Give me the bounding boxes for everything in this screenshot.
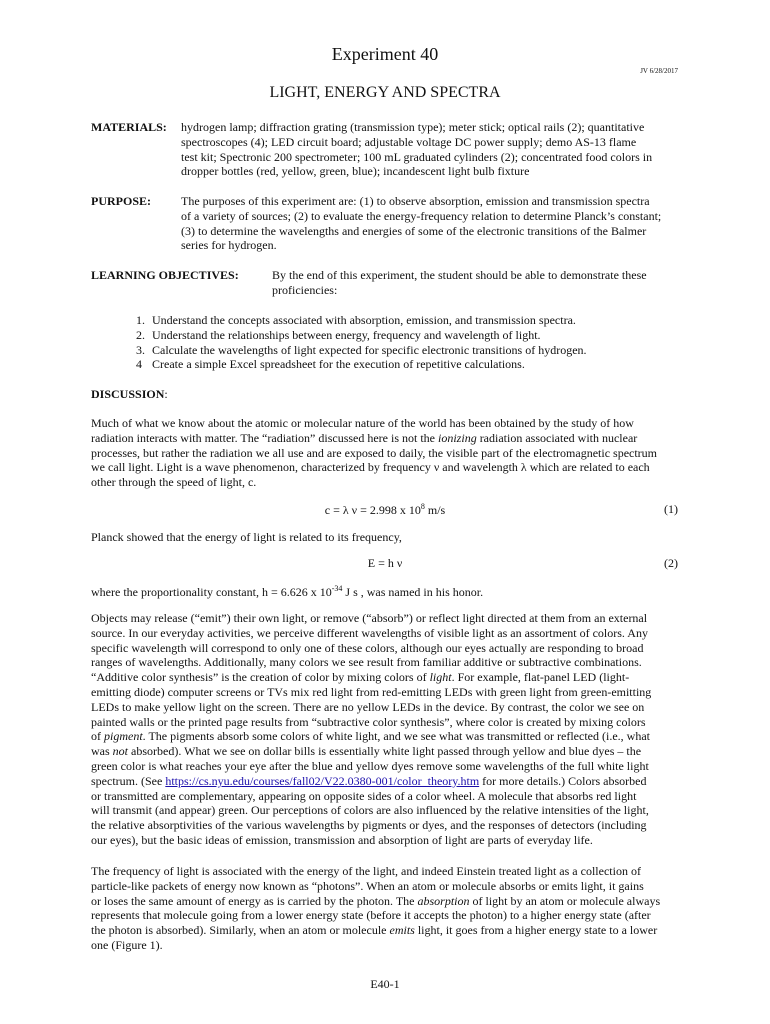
discussion-label: DISCUSSION bbox=[91, 387, 165, 401]
list-text: Understand the relationships between energy, frequency and wavelength of light. bbox=[152, 327, 541, 342]
constant-exponent: -34 bbox=[331, 584, 343, 593]
paragraph-line: one (Figure 1). bbox=[91, 937, 163, 952]
list-number: 4 bbox=[136, 357, 142, 372]
paragraph-line: or transmitted are complementary, appearing on opposite sides of a color wheel. A molecule that absorbs red light bbox=[91, 788, 637, 803]
paragraph-line: source. In our everyday activities, we perceive different wavelengths of visible light as an assortment of colors. Any bbox=[91, 625, 648, 640]
paragraph-line: represents that molecule going from a lower energy state (before it accepts the photon) to a higher energy state (after bbox=[91, 908, 651, 923]
paragraph-line: The frequency of light is associated with the energy of the light, and indeed Einstein treated light as a collection of bbox=[91, 864, 641, 878]
text-run: spectrum. (See bbox=[91, 773, 166, 788]
discussion-colon: : bbox=[164, 387, 168, 401]
page-number: E40-1 bbox=[370, 977, 400, 991]
list-item bbox=[136, 343, 636, 358]
equation-exponent: 8 bbox=[420, 502, 425, 511]
paragraph-line bbox=[91, 729, 679, 744]
discussion-paragraph-2 bbox=[91, 611, 679, 848]
purpose-text bbox=[181, 194, 681, 253]
equation-rhs: m/s bbox=[424, 503, 446, 517]
text-run: of bbox=[91, 729, 104, 744]
paragraph-line: the relative absorptivities of the various wavelengths by pigments or dyes, and the responses of detectors (including bbox=[91, 818, 647, 833]
text-run: absorbed). What we see on dollar bills is essentially white light passed through yellow and blue dyes – the bbox=[128, 744, 642, 759]
list-item bbox=[136, 328, 636, 343]
paragraph-line: emitting diode) computer screens or TVs mix red light from red-emitting LEDs with green light from green-emitting bbox=[91, 684, 652, 699]
paragraph-line bbox=[91, 670, 679, 685]
text-run: radiation interacts with matter. The “radiation” discussed here is not the bbox=[91, 430, 439, 445]
discussion-paragraph-1 bbox=[91, 416, 679, 490]
text-run: . For example, flat-panel LED (light- bbox=[451, 670, 630, 685]
text-run: the photon is absorbed). Similarly, when an atom or molecule bbox=[91, 923, 390, 938]
list-item bbox=[136, 313, 636, 328]
list-text: Create a simple Excel spreadsheet for the execution of repetitive calculations. bbox=[152, 357, 525, 372]
text-run: light, it goes from a higher energy state to a lower bbox=[414, 923, 658, 938]
text-run: for more details.) Colors absorbed bbox=[479, 773, 647, 788]
paragraph-line bbox=[91, 744, 679, 759]
paragraph-line: other through the speed of light, c. bbox=[91, 475, 257, 490]
materials-line: test kit; Spectronic 200 spectrometer; 100 mL graduated cylinders (2); concentrated food colors in bbox=[181, 149, 653, 164]
materials-text bbox=[181, 120, 681, 179]
paragraph-line: will transmit (and appear) green. Our perceptions of colors are also influenced by the relative intensities of the light, bbox=[91, 803, 649, 818]
paragraph-line: processes, but rather the radiation we all use and are exposed to daily, the visible part of the electromagnetic spectrum bbox=[91, 445, 658, 460]
materials-line: spectroscopes (4); LED circuit board; adjustable voltage DC power supply; demo AS-13 flame bbox=[181, 134, 637, 149]
text-run: where the proportionality constant, h = 6.626 x 10 bbox=[91, 585, 332, 599]
equation-1 bbox=[0, 502, 770, 518]
paragraph-line: painted walls or the printed page results from “subtractive color synthesis”, where color is created by mixing colors bbox=[91, 714, 646, 729]
discussion-heading bbox=[91, 387, 168, 402]
paragraph-line bbox=[91, 894, 679, 909]
emphasis-pigment: pigment bbox=[104, 729, 143, 744]
paragraph-line bbox=[91, 774, 679, 789]
purpose-line: series for hydrogen. bbox=[181, 238, 277, 253]
text-run: . The pigments absorb some colors of white light, and we see what was transmitted or reflected (i.e., what bbox=[142, 729, 650, 744]
equation-2-number: (2) bbox=[664, 556, 678, 570]
materials-line: hydrogen lamp; diffraction grating (transmission type); meter stick; optical rails (2); quantitative bbox=[181, 120, 645, 134]
paragraph-line: LEDs to make yellow light on the screen. There are no yellow LEDs in the device. By contrast, the color we see on bbox=[91, 699, 645, 714]
objectives-label: LEARNING OBJECTIVES: bbox=[91, 268, 239, 282]
equation-1-number: (1) bbox=[664, 502, 678, 516]
paragraph-line bbox=[91, 923, 679, 938]
materials-line: dropper bottles (red, yellow, green, blue); incandescent light bulb fixture bbox=[181, 164, 530, 179]
discussion-paragraph-3 bbox=[91, 864, 679, 953]
paragraph-line: Objects may release (“emit”) their own light, or remove (“absorb”) or reflect light directed at them from an external bbox=[91, 611, 648, 625]
equation-lhs: c = λ ν = 2.998 x 10 bbox=[324, 503, 421, 517]
list-number: 3. bbox=[136, 342, 145, 357]
emphasis-not: not bbox=[112, 744, 129, 759]
purpose-line: The purposes of this experiment are: (1) to observe absorption, emission and transmission spectra bbox=[181, 194, 650, 208]
text-run: of light by an atom or molecule always bbox=[469, 893, 661, 908]
list-number: 2. bbox=[136, 327, 145, 342]
experiment-title: Experiment 40 bbox=[331, 44, 439, 64]
materials-label: MATERIALS: bbox=[91, 120, 167, 134]
emphasis-absorption: absorption bbox=[417, 893, 470, 908]
color-theory-link[interactable]: https://cs.nyu.edu/courses/fall02/V22.0380-001/color_theory.htm bbox=[165, 773, 480, 788]
paragraph-line: particle-like packets of energy now known as “photons”. When an atom or molecule absorbs or emits light, it gains bbox=[91, 878, 644, 893]
purpose-label: PURPOSE: bbox=[91, 194, 151, 208]
paragraph-line: specific wavelength will correspond to only one of these colors, although our eyes actually are responding to broad bbox=[91, 640, 644, 655]
objectives-intro-line: By the end of this experiment, the student should be able to demonstrate these bbox=[272, 268, 647, 282]
document-subtitle: LIGHT, ENERGY AND SPECTRA bbox=[269, 84, 501, 101]
list-number: 1. bbox=[136, 313, 145, 327]
text-run: radiation associated with nuclear bbox=[476, 430, 638, 445]
text-run: or loses the same amount of energy as is carried by the photon. The bbox=[91, 893, 418, 908]
list-item bbox=[136, 357, 636, 372]
equation-2: E = h ν bbox=[367, 556, 403, 570]
paragraph-line: ranges of wavelengths. Additionally, many colors we see result from familiar additive or subtractive combinations. bbox=[91, 655, 642, 670]
purpose-line: of a variety of sources; (2) to evaluate the energy-frequency relation to determine Planck’s constant; bbox=[181, 208, 662, 223]
paragraph-line: our eyes), but the basic ideas of emission, transmission and absorption of light are parts of everyday life. bbox=[91, 832, 593, 847]
paragraph-line: Much of what we know about the atomic or molecular nature of the world has been obtained by the study of how bbox=[91, 416, 634, 430]
purpose-line: (3) to determine the wavelengths and energies of some of the electronic transitions of the Balmer bbox=[181, 223, 647, 238]
list-text: Understand the concepts associated with absorption, emission, and transmission spectra. bbox=[152, 313, 576, 327]
text-run: “Additive color synthesis” is the creation of color by mixing colors of bbox=[91, 670, 430, 685]
paragraph-line: green color is what reaches your eye after the blue and yellow dyes remove some wavelengths of the full white light bbox=[91, 758, 649, 773]
text-run: J s , was named in his honor. bbox=[342, 585, 484, 599]
list-text: Calculate the wavelengths of light expected for specific electronic transitions of hydrogen. bbox=[152, 342, 587, 357]
planck-statement: Planck showed that the energy of light is related to its frequency, bbox=[91, 530, 402, 544]
text-run: was bbox=[91, 744, 113, 759]
objectives-list bbox=[136, 313, 636, 372]
paragraph-line bbox=[91, 431, 679, 446]
objectives-intro bbox=[272, 268, 680, 298]
emphasis-light: light bbox=[429, 670, 452, 685]
planck-constant-line bbox=[91, 582, 483, 600]
revision-date: JV 6/28/2017 bbox=[640, 67, 678, 75]
objectives-intro-line: proficiencies: bbox=[272, 282, 338, 297]
emphasis-emits: emits bbox=[389, 923, 415, 938]
paragraph-line: we call light. Light is a wave phenomenon, characterized by frequency ν and wavelength λ which are related to each bbox=[91, 460, 650, 475]
emphasis-ionizing: ionizing bbox=[438, 430, 477, 445]
